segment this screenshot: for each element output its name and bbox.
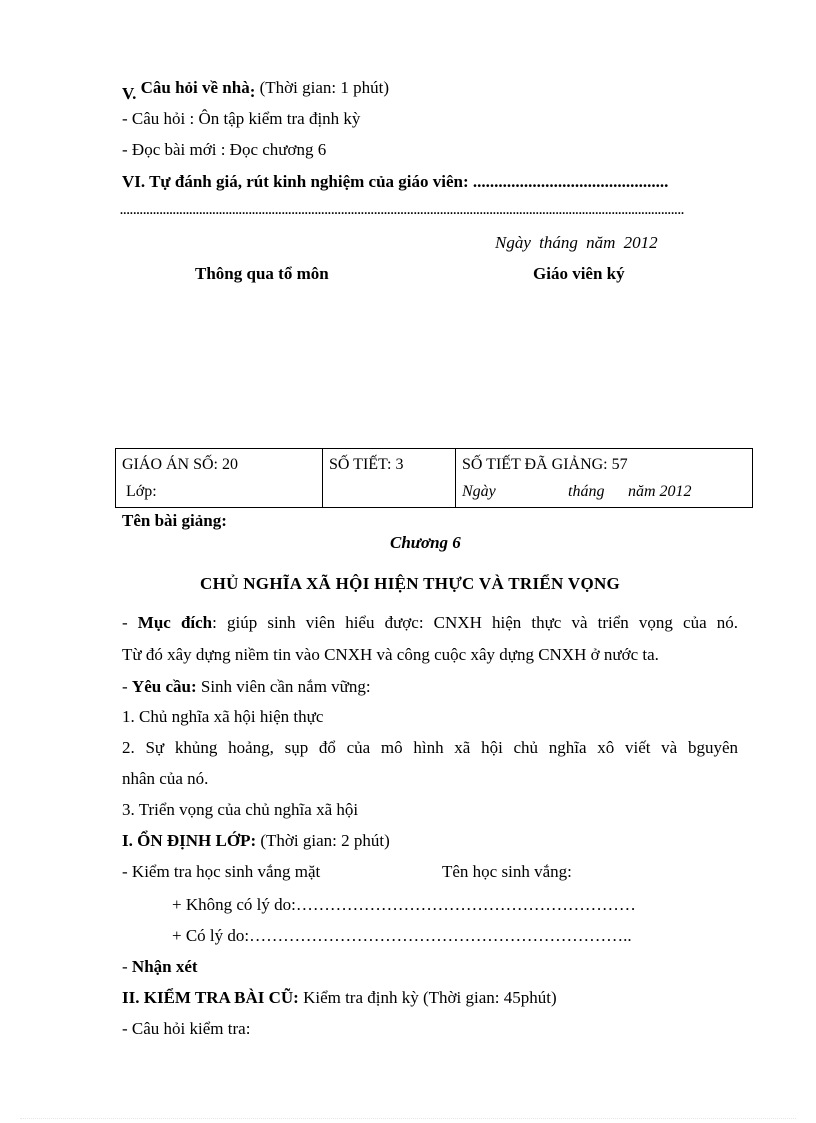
periods-taught: SỐ TIẾT ĐÃ GIẢNG: 57 [462, 456, 628, 473]
absent-with-reason: + Có lý do:………………………………………………………….. [172, 926, 632, 945]
periods: SỐ TIẾT: 3 [329, 456, 404, 473]
signature-date: Ngày tháng năm 2012 [495, 233, 658, 252]
homework-reading: - Đọc bài mới : Đọc chương 6 [122, 140, 327, 159]
purpose-label: Mục đích [137, 613, 213, 632]
purpose-text: : giúp sinh viên hiểu được: CNXH hiện thực và triển vọng của nó. [212, 613, 738, 632]
lesson-number-cell [116, 449, 323, 508]
purpose-text-2: Từ đó xây dựng niềm tin vào CNXH và công cuộc xây dựng CNXH ở nước ta. [122, 645, 659, 664]
homework-roman: V. [122, 84, 137, 103]
taught-cell [456, 449, 753, 508]
periods-cell [323, 449, 456, 508]
absent-no-reason: + Không có lý do:…………………………………………………… [172, 895, 636, 914]
self-eval-dots: ........................................................................................................................................................................... [120, 203, 685, 217]
homework-time: (Thời gian: 1 phút) [259, 78, 390, 97]
class-label: Lớp: [126, 483, 157, 500]
requirement-text: Sinh viên cần nắm vững: [196, 677, 371, 696]
absent-students-label: Tên học sinh vắng: [442, 862, 572, 881]
requirement-item-1: 1. Chủ nghĩa xã hội hiện thực [122, 707, 324, 726]
homework-title-punct: : [249, 82, 256, 101]
homework-title: Câu hỏi về nhà [140, 78, 250, 97]
requirement-item-3: 3. Triển vọng của chủ nghĩa xã hội [122, 800, 359, 819]
chapter-title: Chương 6 [390, 533, 461, 552]
exam-questions: - Câu hỏi kiểm tra: [122, 1019, 251, 1038]
homework-heading [122, 78, 390, 103]
homework-question: - Câu hỏi : Ôn tập kiểm tra định kỳ [122, 109, 361, 128]
section-2-heading [122, 988, 557, 1008]
signature-left: Thông qua tổ môn [195, 264, 329, 283]
lesson-info-table [115, 448, 753, 508]
purpose-line [122, 613, 738, 633]
requirement-item-2-cont: nhân của nó. [122, 769, 209, 788]
requirement-prefix: - [122, 677, 128, 696]
signature-right: Giáo viên ký [533, 264, 625, 283]
self-eval-heading: VI. Tự đánh giá, rút kinh nghiệm của giáo viên: .............................................. [122, 172, 669, 191]
lesson-number: GIÁO ÁN SỐ: 20 [122, 456, 238, 473]
requirement-item-2: 2. Sự khủng hoảng, sụp đổ của mô hình xã hội chủ nghĩa xô viết và bguyên [122, 738, 738, 757]
lesson-date-year: năm 2012 [628, 483, 692, 500]
purpose-prefix: - [122, 613, 128, 632]
section-1-title: I. ỔN ĐỊNH LỚP: [122, 831, 257, 850]
requirement-line [122, 677, 371, 697]
section-1-heading [122, 831, 390, 851]
remark-line [122, 957, 198, 977]
requirement-label: Yêu cầu: [131, 677, 197, 696]
section-1-time: (Thời gian: 2 phút) [256, 831, 390, 850]
lesson-date-month: tháng [568, 483, 605, 500]
remark-prefix: - [122, 957, 132, 976]
lesson-date [462, 478, 746, 505]
page-footer-rule [20, 1118, 796, 1119]
lesson-name-label: Tên bài giảng: [122, 511, 227, 530]
remark-label: Nhận xét [131, 957, 198, 976]
lesson-date-day: Ngày [462, 483, 496, 500]
lesson-title: CHỦ NGHĨA XÃ HỘI HIỆN THỰC VÀ TRIỂN VỌNG [200, 574, 621, 593]
section-2-title: II. KIỂM TRA BÀI CŨ: [122, 988, 299, 1007]
attendance-check: - Kiểm tra học sinh vắng mặt [122, 862, 321, 881]
section-2-text: Kiểm tra định kỳ (Thời gian: 45phút) [298, 988, 557, 1007]
